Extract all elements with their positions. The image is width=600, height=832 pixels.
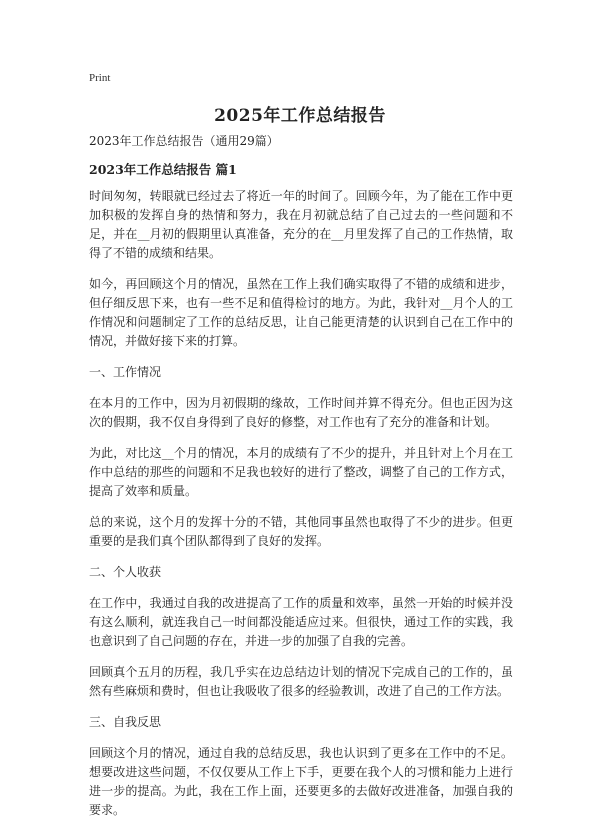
- section-heading-personal-gains: 二、个人收获: [89, 565, 162, 579]
- paragraph: 在本月的工作中，因为月初假期的缘故，工作时间并算不得充分。但也正因为这次的假期，我不仅自身得到了良好的修整，对工作也有了充分的准备和计划。: [89, 396, 513, 429]
- print-link[interactable]: Print: [89, 72, 111, 84]
- paragraph: 如今，再回顾这个月的情况，虽然在工作上我们确实取得了不错的成绩和进步，但仔细反思下来，也有一些不足和值得检讨的地方。为此，我针对__月个人的工作情况和问题制定了工作的总结反思，让自己能更清楚的认识到自己在工作中的情况，并做好接下来的打算。: [89, 277, 513, 348]
- section-heading-work-status: 一、工作情况: [89, 365, 162, 379]
- paragraph: 回顾真个五月的历程，我几乎实在边总结边计划的情况下完成自己的工作的，虽然有些麻烦和费时，但也让我吸收了很多的经验教训，改进了自己的工作方法。: [89, 665, 513, 698]
- paragraph: 时间匆匆，转眼就已经过去了将近一年的时间了。回顾今年，为了能在工作中更加积极的发挥自身的热情和努力，我在月初就总结了自己过去的一些问题和不足，并在__月初的假期里认真准备，充分的在__月里发挥了自己的工作热情，取得了不错的成绩和结果。: [89, 189, 513, 260]
- paragraph: 在工作中，我通过自我的改进提高了工作的质量和效率，虽然一开始的时候并没有这么顺利，就连我自己一时间都没能适应过来。但很快，通过工作的实践，我也意识到了自己问题的存在，并进一步的加强了自我的完善。: [89, 596, 513, 648]
- section-heading-self-reflection: 三、自我反思: [89, 715, 162, 729]
- document-subtitle: 2023年工作总结报告（通用29篇）: [89, 134, 279, 148]
- document-title: 2025年工作总结报告: [214, 106, 386, 126]
- paragraph: 回顾这个月的情况，通过自我的总结反思，我也认识到了更多在工作中的不足。想要改进这些问题，不仅仅要从工作上下手，更要在我个人的习惯和能力上进行进一步的提高。为此，我在工作上面，还要更多的去做好改进准备，加强自我的要求。: [89, 746, 513, 817]
- section-title: 2023年工作总结报告 篇1: [89, 162, 237, 177]
- document-body: [89, 133, 513, 832]
- paragraph: 为此，对比这__个月的情况，本月的成绩有了不少的提升，并且针对上个月在工作中总结的那些的问题和不足我也较好的进行了整改，调整了自己的工作方式，提高了效率和质量。: [89, 446, 513, 498]
- paragraph: 总的来说，这个月的发挥十分的不错，其他同事虽然也取得了不少的进步。但更重要的是我们真个团队都得到了良好的发挥。: [89, 515, 513, 548]
